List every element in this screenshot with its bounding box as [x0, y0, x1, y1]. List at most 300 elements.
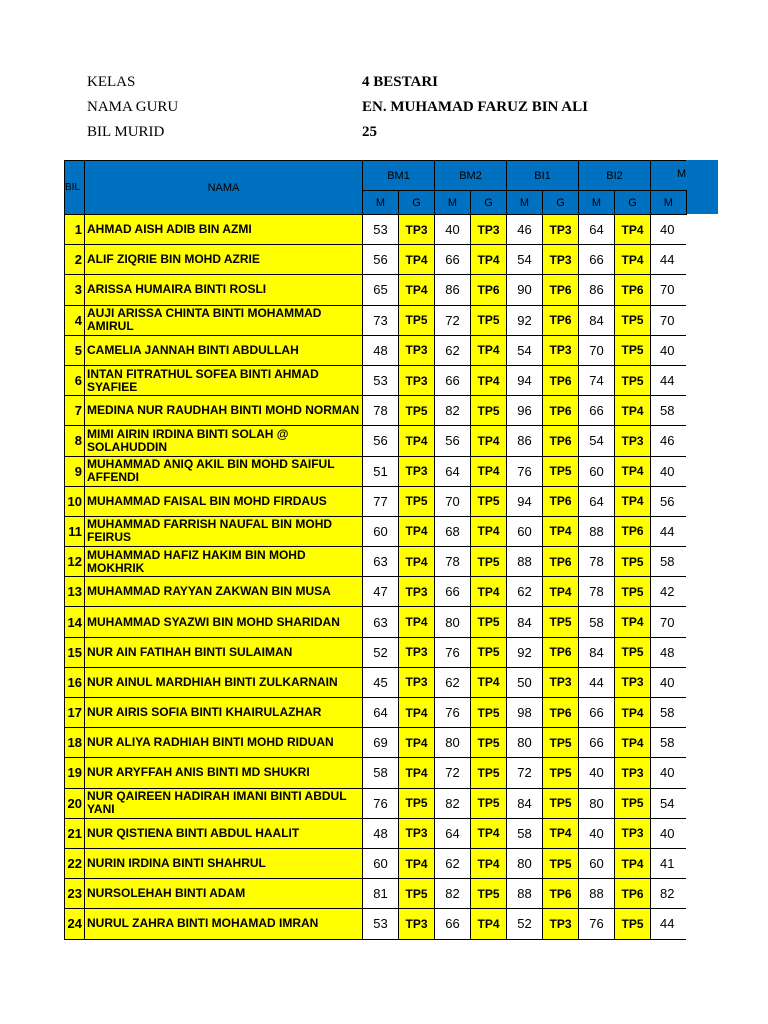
mark-cell: 82 — [435, 879, 471, 909]
table-row — [65, 637, 687, 667]
mark-cell: 86 — [507, 426, 543, 456]
table-row — [65, 698, 687, 728]
grade-cell: TP4 — [543, 516, 579, 546]
grade-cell: TP5 — [543, 758, 579, 788]
grade-cell: TP3 — [615, 667, 651, 697]
grade-cell: TP4 — [399, 728, 435, 758]
student-name: CAMELIA JANNAH BINTI ABDULLAH — [85, 335, 363, 365]
mark-cell: 66 — [435, 365, 471, 395]
grade-cell: TP5 — [399, 305, 435, 335]
student-name: MUHAMMAD FARRISH NAUFAL BIN MOHD FEIRUS — [85, 516, 363, 546]
mark-cell: 60 — [507, 516, 543, 546]
grade-cell: TP3 — [615, 426, 651, 456]
mark-cell: 80 — [435, 728, 471, 758]
table-row — [65, 426, 687, 456]
grade-cell: TP5 — [399, 788, 435, 818]
mark-cell: 72 — [435, 305, 471, 335]
student-name: INTAN FITRATHUL SOFEA BINTI AHMAD SYAFIEE — [85, 365, 363, 395]
grade-cell: TP6 — [615, 879, 651, 909]
row-number: 20 — [65, 788, 85, 818]
mark-cell: 40 — [651, 215, 687, 245]
grade-cell: TP3 — [399, 215, 435, 245]
grade-cell: TP3 — [399, 637, 435, 667]
row-number: 8 — [65, 426, 85, 456]
student-name: ARISSA HUMAIRA BINTI ROSLI — [85, 275, 363, 305]
student-name: NUR AIRIS SOFIA BINTI KHAIRULAZHAR — [85, 698, 363, 728]
mark-cell: 80 — [507, 728, 543, 758]
grade-cell: TP4 — [615, 698, 651, 728]
mark-cell: 78 — [435, 547, 471, 577]
header-subject-partial-label: M — [677, 168, 687, 180]
mark-cell: 80 — [579, 788, 615, 818]
row-number: 9 — [65, 456, 85, 486]
header-subject-partial — [651, 161, 687, 191]
table-row — [65, 486, 687, 516]
mark-cell: 70 — [651, 607, 687, 637]
grade-cell: TP3 — [399, 335, 435, 365]
mark-cell: 82 — [435, 788, 471, 818]
mark-cell: 51 — [363, 456, 399, 486]
mark-cell: 56 — [651, 486, 687, 516]
mark-cell: 58 — [651, 728, 687, 758]
header-subject-bi2: BI2 — [579, 161, 651, 191]
row-number: 11 — [65, 516, 85, 546]
mark-cell: 73 — [363, 305, 399, 335]
mark-cell: 64 — [435, 456, 471, 486]
grade-cell: TP4 — [543, 577, 579, 607]
grade-cell: TP3 — [399, 667, 435, 697]
grade-cell: TP4 — [399, 426, 435, 456]
grade-cell: TP3 — [615, 758, 651, 788]
grade-cell: TP5 — [471, 607, 507, 637]
mark-cell: 46 — [507, 215, 543, 245]
mark-cell: 86 — [579, 275, 615, 305]
mark-cell: 76 — [363, 788, 399, 818]
student-name: MUHAMMAD FAISAL BIN MOHD FIRDAUS — [85, 486, 363, 516]
row-number: 6 — [65, 365, 85, 395]
mark-cell: 40 — [651, 335, 687, 365]
mark-cell: 82 — [435, 396, 471, 426]
grade-cell: TP3 — [399, 365, 435, 395]
grade-cell: TP3 — [399, 818, 435, 848]
grade-cell: TP5 — [471, 879, 507, 909]
grade-cell: TP5 — [471, 758, 507, 788]
student-name: MUHAMMAD RAYYAN ZAKWAN BIN MUSA — [85, 577, 363, 607]
student-name: MUHAMMAD HAFIZ HAKIM BIN MOHD MOKHRIK — [85, 547, 363, 577]
marks-table — [64, 160, 687, 940]
mark-cell: 66 — [435, 577, 471, 607]
mark-cell: 44 — [579, 667, 615, 697]
row-number: 16 — [65, 667, 85, 697]
mark-cell: 44 — [651, 909, 687, 939]
mark-cell: 77 — [363, 486, 399, 516]
mark-cell: 96 — [507, 396, 543, 426]
mark-cell: 86 — [435, 275, 471, 305]
table-row — [65, 848, 687, 878]
grade-cell: TP3 — [471, 215, 507, 245]
mark-cell: 54 — [651, 788, 687, 818]
grade-cell: TP4 — [471, 818, 507, 848]
student-name: NUR AIN FATIHAH BINTI SULAIMAN — [85, 637, 363, 667]
grade-cell: TP6 — [543, 547, 579, 577]
mark-cell: 84 — [579, 305, 615, 335]
table-row — [65, 607, 687, 637]
mark-cell: 58 — [363, 758, 399, 788]
mark-cell: 48 — [651, 637, 687, 667]
grade-cell: TP4 — [399, 698, 435, 728]
row-number: 10 — [65, 486, 85, 516]
mark-cell: 94 — [507, 486, 543, 516]
mark-cell: 53 — [363, 365, 399, 395]
mark-cell: 74 — [579, 365, 615, 395]
grade-cell: TP3 — [615, 818, 651, 848]
table-row — [65, 728, 687, 758]
header-subject-bm1: BM1 — [363, 161, 435, 191]
row-number: 4 — [65, 305, 85, 335]
row-number: 1 — [65, 215, 85, 245]
grade-cell: TP5 — [399, 879, 435, 909]
table-row — [65, 305, 687, 335]
grade-cell: TP4 — [471, 667, 507, 697]
table-row — [65, 245, 687, 275]
mark-cell: 76 — [507, 456, 543, 486]
header-sub-m: M — [507, 191, 543, 215]
grade-cell: TP5 — [471, 396, 507, 426]
grade-cell: TP4 — [471, 335, 507, 365]
mark-cell: 42 — [651, 577, 687, 607]
row-number: 13 — [65, 577, 85, 607]
grade-cell: TP4 — [615, 396, 651, 426]
mark-cell: 78 — [579, 577, 615, 607]
grade-cell: TP5 — [399, 396, 435, 426]
grade-cell: TP4 — [615, 456, 651, 486]
mark-cell: 65 — [363, 275, 399, 305]
info-value: 4 BESTARI — [362, 74, 438, 90]
student-name: NURSOLEHAH BINTI ADAM — [85, 879, 363, 909]
info-value: 25 — [362, 124, 377, 140]
grade-cell: TP4 — [471, 909, 507, 939]
grade-cell: TP4 — [471, 848, 507, 878]
grade-cell: TP5 — [615, 788, 651, 818]
grade-cell: TP5 — [615, 547, 651, 577]
grade-cell: TP4 — [543, 818, 579, 848]
mark-cell: 84 — [507, 607, 543, 637]
mark-cell: 44 — [651, 365, 687, 395]
mark-cell: 70 — [579, 335, 615, 365]
info-row-bil-murid — [87, 120, 588, 145]
table-row — [65, 335, 687, 365]
student-name: NUR QAIREEN HADIRAH IMANI BINTI ABDUL YANI — [85, 788, 363, 818]
grade-cell: TP5 — [471, 698, 507, 728]
grade-cell: TP4 — [615, 245, 651, 275]
table-row — [65, 516, 687, 546]
row-number: 21 — [65, 818, 85, 848]
mark-cell: 66 — [579, 728, 615, 758]
grade-cell: TP6 — [543, 879, 579, 909]
row-number: 15 — [65, 637, 85, 667]
mark-cell: 50 — [507, 667, 543, 697]
mark-cell: 84 — [507, 788, 543, 818]
grade-cell: TP3 — [399, 577, 435, 607]
student-name: NURIN IRDINA BINTI SHAHRUL — [85, 848, 363, 878]
grade-cell: TP6 — [471, 275, 507, 305]
grade-cell: TP5 — [543, 788, 579, 818]
grade-cell: TP6 — [543, 426, 579, 456]
mark-cell: 60 — [579, 848, 615, 878]
mark-cell: 70 — [435, 486, 471, 516]
grade-cell: TP5 — [471, 637, 507, 667]
grade-cell: TP4 — [471, 245, 507, 275]
grade-cell: TP4 — [615, 728, 651, 758]
mark-cell: 66 — [435, 245, 471, 275]
mark-cell: 40 — [579, 818, 615, 848]
mark-cell: 48 — [363, 818, 399, 848]
student-name: NURUL ZAHRA BINTI MOHAMAD IMRAN — [85, 909, 363, 939]
header-subject-bm2: BM2 — [435, 161, 507, 191]
mark-cell: 80 — [435, 607, 471, 637]
mark-cell: 88 — [579, 516, 615, 546]
info-label: KELAS — [87, 74, 136, 90]
mark-cell: 58 — [651, 698, 687, 728]
table-row — [65, 879, 687, 909]
info-value: EN. MUHAMAD FARUZ BIN ALI — [362, 99, 588, 115]
mark-cell: 62 — [435, 848, 471, 878]
grade-cell: TP5 — [543, 728, 579, 758]
mark-cell: 76 — [435, 637, 471, 667]
mark-cell: 70 — [651, 305, 687, 335]
grade-cell: TP4 — [615, 486, 651, 516]
student-name: NUR QISTIENA BINTI ABDUL HAALIT — [85, 818, 363, 848]
class-info — [87, 70, 588, 145]
grade-cell: TP6 — [543, 275, 579, 305]
mark-cell: 64 — [363, 698, 399, 728]
grade-cell: TP4 — [399, 607, 435, 637]
mark-cell: 40 — [651, 758, 687, 788]
student-name: AHMAD AISH ADIB BIN AZMI — [85, 215, 363, 245]
grade-cell: TP5 — [615, 335, 651, 365]
header-sub-g: G — [399, 191, 435, 215]
mark-cell: 80 — [507, 848, 543, 878]
student-name: AUJI ARISSA CHINTA BINTI MOHAMMAD AMIRUL — [85, 305, 363, 335]
grade-cell: TP5 — [615, 577, 651, 607]
table-row — [65, 788, 687, 818]
mark-cell: 84 — [579, 637, 615, 667]
grade-cell: TP4 — [471, 516, 507, 546]
mark-cell: 40 — [651, 818, 687, 848]
row-number: 5 — [65, 335, 85, 365]
header-overflow-fill — [684, 160, 718, 214]
mark-cell: 90 — [507, 275, 543, 305]
grade-cell: TP3 — [543, 245, 579, 275]
table-row — [65, 818, 687, 848]
mark-cell: 40 — [651, 456, 687, 486]
student-name: NUR ARYFFAH ANIS BINTI MD SHUKRI — [85, 758, 363, 788]
row-number: 3 — [65, 275, 85, 305]
header-sub-g: G — [543, 191, 579, 215]
info-label: BIL MURID — [87, 124, 165, 140]
mark-cell: 66 — [579, 698, 615, 728]
student-name: MIMI AIRIN IRDINA BINTI SOLAH @ SOLAHUDDIN — [85, 426, 363, 456]
mark-cell: 98 — [507, 698, 543, 728]
grade-cell: TP5 — [543, 848, 579, 878]
grade-cell: TP5 — [615, 637, 651, 667]
grade-cell: TP3 — [543, 909, 579, 939]
grade-cell: TP5 — [471, 486, 507, 516]
table-row — [65, 365, 687, 395]
grade-cell: TP6 — [543, 365, 579, 395]
mark-cell: 66 — [579, 245, 615, 275]
mark-cell: 92 — [507, 637, 543, 667]
mark-cell: 69 — [363, 728, 399, 758]
header-bil: BIL — [65, 161, 85, 215]
mark-cell: 45 — [363, 667, 399, 697]
header-sub-g: G — [471, 191, 507, 215]
mark-cell: 78 — [363, 396, 399, 426]
info-label: NAMA GURU — [87, 99, 179, 115]
mark-cell: 62 — [507, 577, 543, 607]
mark-cell: 76 — [579, 909, 615, 939]
mark-cell: 58 — [651, 396, 687, 426]
grade-cell: TP4 — [615, 215, 651, 245]
grade-cell: TP5 — [543, 607, 579, 637]
mark-cell: 66 — [435, 909, 471, 939]
mark-cell: 72 — [435, 758, 471, 788]
mark-cell: 62 — [435, 667, 471, 697]
grade-cell: TP3 — [543, 335, 579, 365]
grade-cell: TP4 — [399, 758, 435, 788]
header-sub-m: M — [579, 191, 615, 215]
grade-cell: TP6 — [543, 637, 579, 667]
row-number: 14 — [65, 607, 85, 637]
table-row — [65, 275, 687, 305]
grade-cell: TP5 — [471, 728, 507, 758]
row-number: 17 — [65, 698, 85, 728]
mark-cell: 78 — [579, 547, 615, 577]
grade-cell: TP3 — [399, 456, 435, 486]
grade-cell: TP5 — [471, 547, 507, 577]
grade-cell: TP6 — [615, 275, 651, 305]
table-row — [65, 577, 687, 607]
grade-cell: TP4 — [471, 426, 507, 456]
grade-cell: TP4 — [471, 365, 507, 395]
mark-cell: 64 — [435, 818, 471, 848]
row-number: 19 — [65, 758, 85, 788]
grade-cell: TP5 — [615, 909, 651, 939]
mark-cell: 53 — [363, 215, 399, 245]
mark-cell: 92 — [507, 305, 543, 335]
table-row — [65, 667, 687, 697]
marks-table-body — [65, 215, 687, 940]
row-number: 24 — [65, 909, 85, 939]
grade-cell: TP4 — [399, 848, 435, 878]
mark-cell: 40 — [651, 667, 687, 697]
student-name: ALIF ZIQRIE BIN MOHD AZRIE — [85, 245, 363, 275]
header-sub-m: M — [435, 191, 471, 215]
row-number: 22 — [65, 848, 85, 878]
mark-cell: 70 — [651, 275, 687, 305]
mark-cell: 60 — [363, 848, 399, 878]
grade-cell: TP3 — [543, 215, 579, 245]
mark-cell: 72 — [507, 758, 543, 788]
mark-cell: 41 — [651, 848, 687, 878]
grade-cell: TP4 — [471, 456, 507, 486]
mark-cell: 54 — [579, 426, 615, 456]
row-number: 7 — [65, 396, 85, 426]
mark-cell: 40 — [579, 758, 615, 788]
mark-cell: 58 — [579, 607, 615, 637]
mark-cell: 47 — [363, 577, 399, 607]
grade-cell: TP4 — [615, 848, 651, 878]
table-row — [65, 456, 687, 486]
grade-cell: TP6 — [615, 516, 651, 546]
grade-cell: TP4 — [399, 516, 435, 546]
row-number: 23 — [65, 879, 85, 909]
grade-cell: TP5 — [471, 788, 507, 818]
mark-cell: 58 — [651, 547, 687, 577]
grade-cell: TP5 — [471, 305, 507, 335]
grade-cell: TP5 — [615, 365, 651, 395]
table-row — [65, 909, 687, 939]
grade-cell: TP5 — [615, 305, 651, 335]
mark-cell: 46 — [651, 426, 687, 456]
mark-cell: 63 — [363, 547, 399, 577]
table-row — [65, 396, 687, 426]
mark-cell: 60 — [579, 456, 615, 486]
mark-cell: 66 — [579, 396, 615, 426]
grade-cell: TP4 — [399, 245, 435, 275]
grade-cell: TP6 — [543, 396, 579, 426]
student-name: MEDINA NUR RAUDHAH BINTI MOHD NORMAN — [85, 396, 363, 426]
row-number: 12 — [65, 547, 85, 577]
mark-cell: 76 — [435, 698, 471, 728]
mark-cell: 64 — [579, 215, 615, 245]
mark-cell: 40 — [435, 215, 471, 245]
header-sub-m: M — [651, 191, 687, 215]
student-name: MUHAMMAD ANIQ AKIL BIN MOHD SAIFUL AFFENDI — [85, 456, 363, 486]
mark-cell: 81 — [363, 879, 399, 909]
table-row — [65, 547, 687, 577]
table-row — [65, 758, 687, 788]
grade-cell: TP4 — [399, 275, 435, 305]
grade-cell: TP6 — [543, 305, 579, 335]
row-number: 2 — [65, 245, 85, 275]
mark-cell: 60 — [363, 516, 399, 546]
mark-cell: 53 — [363, 909, 399, 939]
mark-cell: 58 — [507, 818, 543, 848]
mark-cell: 94 — [507, 365, 543, 395]
header-subject-bi1: BI1 — [507, 161, 579, 191]
mark-cell: 88 — [507, 879, 543, 909]
mark-cell: 48 — [363, 335, 399, 365]
mark-cell: 63 — [363, 607, 399, 637]
grade-cell: TP4 — [471, 577, 507, 607]
grade-cell: TP6 — [543, 486, 579, 516]
grade-cell: TP3 — [399, 909, 435, 939]
info-row-nama-guru — [87, 95, 588, 120]
mark-cell: 56 — [363, 245, 399, 275]
student-name: NUR ALIYA RADHIAH BINTI MOHD RIDUAN — [85, 728, 363, 758]
mark-cell: 52 — [363, 637, 399, 667]
student-name: MUHAMMAD SYAZWI BIN MOHD SHARIDAN — [85, 607, 363, 637]
grade-cell: TP4 — [399, 547, 435, 577]
grade-cell: TP5 — [399, 486, 435, 516]
mark-cell: 88 — [579, 879, 615, 909]
mark-cell: 54 — [507, 245, 543, 275]
mark-cell: 64 — [579, 486, 615, 516]
mark-cell: 68 — [435, 516, 471, 546]
table-row — [65, 215, 687, 245]
mark-cell: 82 — [651, 879, 687, 909]
